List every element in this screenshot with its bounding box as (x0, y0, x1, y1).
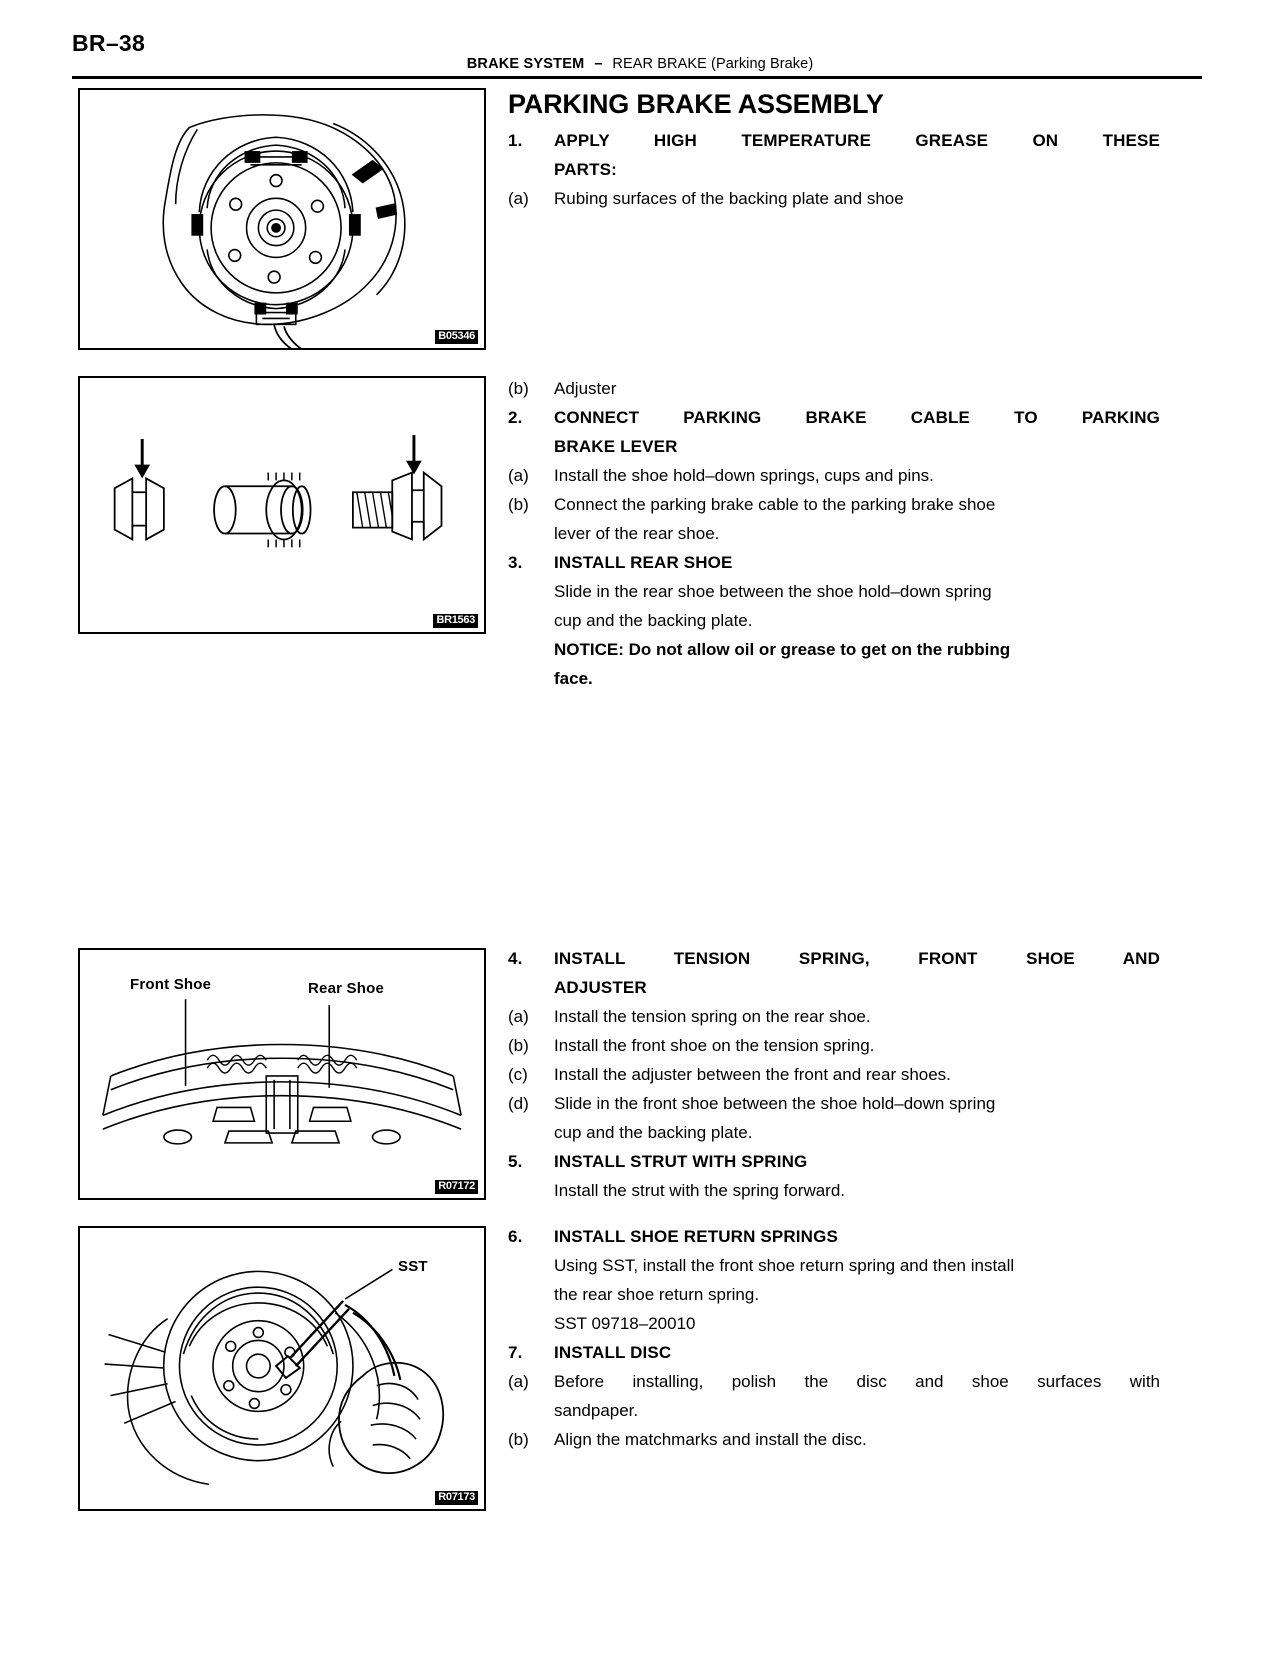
step-1a (508, 184, 1160, 213)
step-7-heading: INSTALL DISC (554, 1343, 672, 1362)
step-7a (508, 1367, 1160, 1425)
section-step-6-7 (508, 1222, 1160, 1454)
figure-code: BR1563 (433, 614, 478, 628)
step-5 (508, 1147, 1160, 1176)
step-6 (508, 1222, 1160, 1251)
step-1 (508, 126, 1160, 184)
figure-code: R07173 (435, 1491, 478, 1505)
step-2-heading-line-2: BRAKE LEVER (554, 437, 678, 456)
section-step-1 (508, 90, 1160, 213)
step-4b-text: Install the front shoe on the tension spring. (554, 1036, 875, 1055)
step-7a-text-line-1: Before installing, polish the disc and shoe surfaces with (554, 1372, 1160, 1391)
step-2a (508, 461, 1160, 490)
step-3-body-line-1: Slide in the rear shoe between the shoe hold–down spring (554, 582, 992, 601)
step-4c-text: Install the adjuster between the front and rear shoes. (554, 1065, 951, 1084)
step-7b (508, 1425, 1160, 1454)
step-4c-marker: (c) (508, 1065, 528, 1084)
step-2b-marker: (b) (508, 495, 529, 514)
step-6-sst-number: SST 09718–20010 (554, 1314, 696, 1333)
step-4a-marker: (a) (508, 1007, 529, 1026)
step-2b (508, 490, 1160, 548)
step-2b-text-line-2: lever of the rear shoe. (554, 524, 720, 543)
figure-label-rear-shoe: Rear Shoe (308, 980, 384, 997)
figure-front-rear-shoe (78, 948, 486, 1200)
step-4-marker: 4. (508, 949, 523, 968)
figure-sst-return-spring (78, 1226, 486, 1511)
step-3-notice-line-2: face. (554, 669, 593, 688)
section-step-2-3 (508, 374, 1160, 693)
step-7b-marker: (b) (508, 1430, 529, 1449)
step-2-heading-line-1: CONNECT PARKING BRAKE CABLE TO PARKING (554, 408, 1160, 427)
step-1-heading-line-2: PARTS: (554, 159, 617, 179)
figure-adjuster-parts (78, 376, 486, 634)
header-system: BRAKE SYSTEM (466, 56, 585, 72)
step-1-heading-line-1: APPLY HIGH TEMPERATURE GREASE ON THESE (554, 130, 1160, 150)
step-4d-marker: (d) (508, 1094, 529, 1113)
header-divider (72, 76, 1202, 79)
step-6-body-line-2: the rear shoe return spring. (554, 1285, 760, 1304)
step-2-marker: 2. (508, 408, 523, 427)
step-1a-text: Rubing surfaces of the backing plate and shoe (554, 188, 904, 208)
page-header (0, 56, 1280, 72)
step-5-body-line-1: Install the strut with the spring forward. (554, 1181, 846, 1200)
step-3-heading: INSTALL REAR SHOE (554, 553, 733, 572)
figure-label-front-shoe: Front Shoe (130, 976, 212, 993)
step-7a-text-line-2: sandpaper. (554, 1401, 639, 1420)
section-step-4-5 (508, 944, 1160, 1205)
step-2a-marker: (a) (508, 466, 529, 485)
step-6-heading: INSTALL SHOE RETURN SPRINGS (554, 1227, 838, 1246)
step-4-heading-line-2: ADJUSTER (554, 978, 647, 997)
step-4-heading-line-1: INSTALL TENSION SPRING, FRONT SHOE AND (554, 949, 1160, 968)
header-section: REAR BRAKE (Parking Brake) (612, 56, 814, 72)
figure-code: R07172 (435, 1180, 478, 1194)
page-number: BR–38 (72, 30, 146, 56)
step-1b-marker: (b) (508, 379, 529, 398)
figure-adjuster-parts-drawing (80, 378, 484, 632)
step-3-notice-line-1: NOTICE: Do not allow oil or grease to get on the rubbing (554, 640, 1011, 659)
step-4 (508, 944, 1160, 1002)
step-1a-marker: (a) (508, 188, 529, 208)
figure-label-sst: SST (398, 1258, 428, 1275)
step-2b-text-line-1: Connect the parking brake cable to the parking brake shoe (554, 495, 996, 514)
figure-code: B05346 (435, 330, 478, 344)
page-title: PARKING BRAKE ASSEMBLY (508, 89, 884, 119)
step-2a-text: Install the shoe hold–down springs, cups and pins. (554, 466, 934, 485)
step-7 (508, 1338, 1160, 1367)
step-4d-text-line-2: cup and the backing plate. (554, 1123, 753, 1142)
step-3-body-line-2: cup and the backing plate. (554, 611, 753, 630)
header-separator: – (594, 56, 603, 72)
step-5-heading: INSTALL STRUT WITH SPRING (554, 1152, 808, 1171)
step-2 (508, 403, 1160, 461)
step-5-marker: 5. (508, 1152, 523, 1171)
step-1b-text: Adjuster (554, 379, 617, 398)
step-4d (508, 1089, 1160, 1147)
step-4d-text-line-1: Slide in the front shoe between the shoe hold–down spring (554, 1094, 996, 1113)
step-3 (508, 548, 1160, 577)
step-4b (508, 1031, 1160, 1060)
step-4a-text: Install the tension spring on the rear shoe. (554, 1007, 871, 1026)
step-3-marker: 3. (508, 553, 523, 572)
figure-backing-plate-drawing (80, 90, 484, 348)
step-4a (508, 1002, 1160, 1031)
step-7b-text: Align the matchmarks and install the disc. (554, 1430, 867, 1449)
step-6-body-line-1: Using SST, install the front shoe return spring and then install (554, 1256, 1015, 1275)
step-7-marker: 7. (508, 1343, 523, 1362)
step-4b-marker: (b) (508, 1036, 529, 1055)
step-4c (508, 1060, 1160, 1089)
step-1b (508, 374, 1160, 403)
figure-backing-plate (78, 88, 486, 350)
step-6-marker: 6. (508, 1227, 523, 1246)
step-7a-marker: (a) (508, 1372, 529, 1391)
step-1-marker: 1. (508, 130, 523, 150)
